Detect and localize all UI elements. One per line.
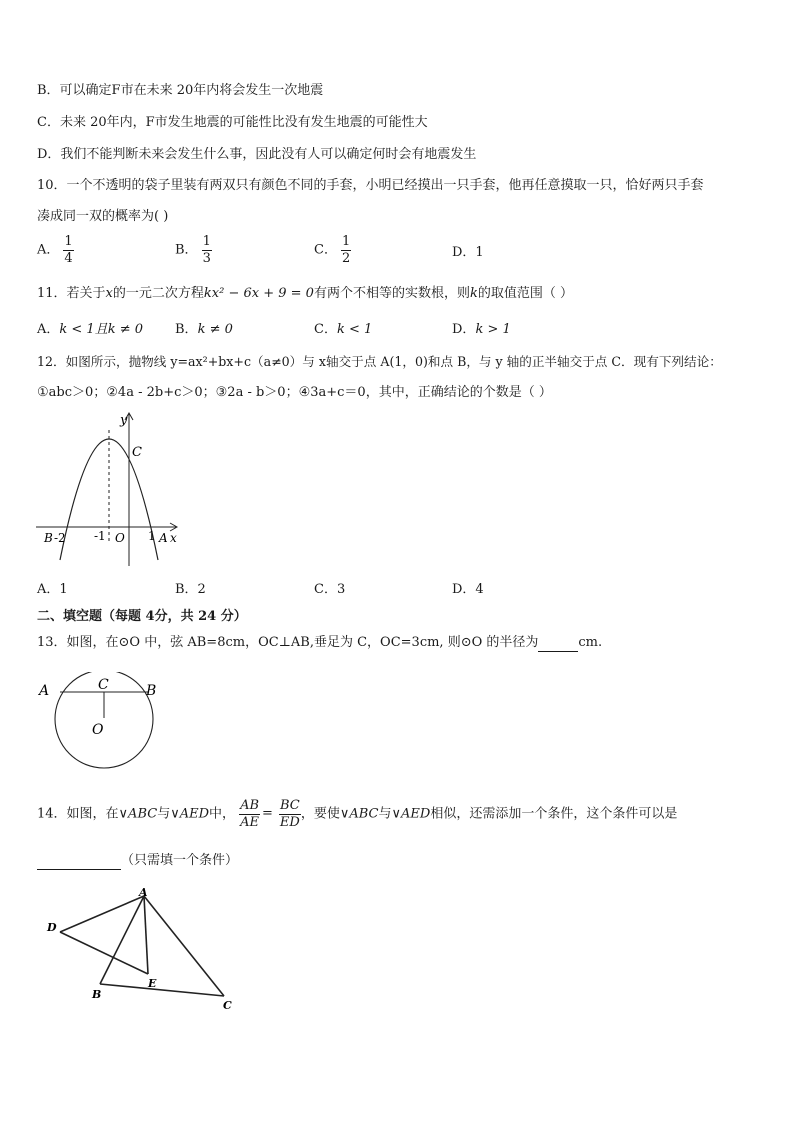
q12-option-c: C．3: [314, 582, 346, 597]
tick-minus-1: -1: [94, 529, 106, 543]
label-a: A: [39, 683, 50, 699]
q9-option-d: D．我们不能判断未来会发生什么事，因此没有人可以确定何时会有地震发生: [37, 147, 477, 162]
tick-1: 1: [148, 529, 156, 543]
fraction: $\frac{1}{4}$: [64, 234, 73, 266]
q11-option-b: B．k ≠ 0: [175, 322, 233, 337]
q10-stem-line1: 10．一个不透明的袋子里装有两双只有颜色不同的手套，小明已经摸出一只手套，他再任意摸取一只，恰好两只手套: [37, 178, 704, 193]
segment-ad: [60, 896, 144, 932]
label-c: C: [223, 999, 232, 1012]
label-a: A: [139, 886, 148, 899]
q10-stem-line2: 凑成同一双的概率为( ): [37, 209, 169, 224]
fraction: $\frac{1}{2}$: [341, 234, 351, 266]
origin-label: O: [115, 531, 125, 545]
label-d: D: [47, 921, 57, 934]
q11-option-c: C．k < 1: [314, 322, 373, 337]
q12-option-b: B．2: [175, 582, 206, 597]
q10-option-c: C． $\frac{1}{2}$: [314, 234, 351, 266]
section-title-fill-in: 二、填空题（每题 4分，共 24 分）: [37, 609, 247, 624]
segment-de: [60, 932, 148, 974]
q12-option-a: A．1: [37, 582, 68, 597]
q10-option-d: D．1: [452, 245, 484, 260]
fraction: $\frac{1}{3}$: [202, 234, 211, 266]
fraction-ab-ae: $\frac{AB}{AE}$: [240, 797, 260, 830]
q10-option-b: B． $\frac{1}{3}$: [175, 234, 211, 266]
label-b: B: [92, 988, 102, 1001]
label-e: E: [148, 977, 157, 990]
q14-stem-line1: 14．如图，在∨ABC与∨AED中， $\frac{AB}{AE}$ = $\frac{BC}{ED}$ ，要使∨ABC与∨AED相似，还需添加一个条件，这个条件可以是: [37, 797, 678, 830]
segment-ae: [144, 896, 148, 974]
q14-triangles-figure: [40, 884, 245, 1014]
q9-option-c: C．未来 20年内，F市发生地震的可能性比没有发生地震的可能性大: [37, 115, 428, 130]
label-c: C: [98, 677, 109, 693]
label-b: B: [146, 683, 157, 699]
q12-parabola-graph: [34, 408, 189, 570]
answer-blank: [37, 853, 121, 870]
q12-option-d: D．4: [452, 582, 484, 597]
label-o: O: [92, 722, 104, 738]
answer-blank: [538, 651, 578, 652]
tick-minus-2: -2: [54, 531, 66, 545]
q9-option-b: B．可以确定F市在未来 20年内将会发生一次地震: [37, 83, 324, 98]
point-c-label: C: [132, 445, 142, 460]
q14-stem-line2: （只需填一个条件）: [37, 852, 238, 870]
q12-stem-line1: 12．如图所示，抛物线 y=ax²+bx+c（a≠0）与 x轴交于点 A(1，0)和点 B，与 y 轴的正半轴交于点 C．现有下列结论：: [37, 354, 722, 369]
q11-option-a: A．k < 1且k ≠ 0: [37, 322, 144, 337]
q13-circle-figure: [36, 672, 161, 772]
parabola-curve: [60, 439, 158, 560]
q13-stem: 13．如图，在⊙O 中，弦 AB=8cm，OC⊥AB,垂足为 C，OC=3cm, 则⊙O 的半径为 cm.: [37, 635, 603, 650]
x-axis-label: x: [170, 531, 177, 545]
q10-option-a: A． $\frac{1}{4}$: [37, 234, 73, 266]
q12-stem-line2: ①abc＞0；②4a - 2b+c＞0；③2a - b＞0；④3a+c＝0，其中，正确结论的个数是（ ）: [37, 385, 552, 400]
q11-option-d: D．k > 1: [452, 322, 511, 337]
q11-stem: 11．若关于x的一元二次方程kx² − 6x + 9 = 0有两个不相等的实数根，则k的取值范围（ ）: [37, 286, 573, 301]
segment-ab: [100, 896, 144, 984]
y-axis-label: y: [120, 413, 128, 428]
point-a-label: A: [159, 531, 168, 545]
point-b-label: B: [44, 531, 53, 545]
fraction-bc-ed: $\frac{BC}{ED}$: [279, 797, 300, 830]
segment-bc: [100, 984, 224, 996]
